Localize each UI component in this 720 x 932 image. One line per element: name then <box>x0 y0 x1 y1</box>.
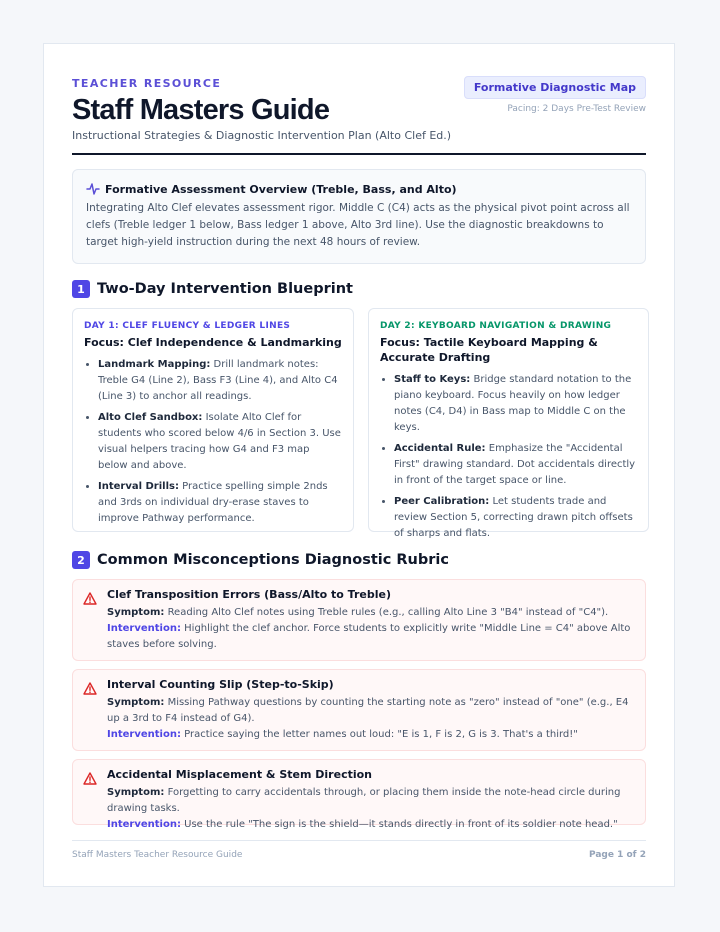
warning-icon <box>83 592 97 605</box>
misconception-intervention: Intervention: Highlight the clef anchor. Force students to explicitly write "Middle Line = C4" above Alto staves before solving. <box>107 623 631 650</box>
overview-callout <box>72 169 646 264</box>
day-2-card <box>368 308 649 539</box>
misconception-title: Accidental Misplacement & Stem Direction <box>107 768 373 781</box>
misconception-intervention: Intervention: Practice saying the letter names out loud: "E is 1, F is 2, G is 3. That's a third!" <box>107 729 578 740</box>
header-divider <box>72 153 646 155</box>
document-page <box>43 43 675 887</box>
pacing-note: Pacing: 2 Days Pre-Test Review <box>507 104 646 114</box>
misconception-card <box>72 579 646 661</box>
day-1-focus: Focus: Clef Independence & Landmarking <box>84 336 342 349</box>
page-subtitle: Instructional Strategies & Diagnostic Intervention Plan (Alto Clef Ed.) <box>72 129 452 142</box>
section-1-title: Two-Day Intervention Blueprint <box>97 281 353 297</box>
page-number: Page 1 of 2 <box>589 850 646 860</box>
list-item: • Interval Drills: Practice spelling simple 2nds and 3rds on individual dry-erase staves to improve Pathway performance. <box>98 479 342 527</box>
section-1-number: 1 <box>72 280 90 298</box>
misconception-title: Interval Counting Slip (Step-to-Skip) <box>107 678 334 691</box>
section-2-number: 2 <box>72 551 90 569</box>
list-item: • Staff to Keys: Bridge standard notation to the piano keyboard. Focus heavily on how ledger notes (C4, D4) in Bass map to Middle C on the keys. <box>394 372 637 436</box>
misconception-symptom: Symptom: Reading Alto Clef notes using Treble rules (e.g., calling Alto Line 3 "B4" instead of "C4"). <box>107 607 609 618</box>
footer-title: Staff Masters Teacher Resource Guide <box>72 850 243 860</box>
day-1-kicker: DAY 1: CLEF FLUENCY & LEDGER LINES <box>84 321 291 331</box>
day-1-list <box>84 357 342 527</box>
warning-icon <box>83 772 97 785</box>
misconception-card <box>72 759 646 830</box>
misconception-title: Clef Transposition Errors (Bass/Alto to Treble) <box>107 588 391 601</box>
header-kicker: TEACHER RESOURCE <box>72 77 222 90</box>
section-2-title: Common Misconceptions Diagnostic Rubric <box>97 552 449 568</box>
page-title: Staff Masters Guide <box>72 94 330 126</box>
day-2-kicker: DAY 2: KEYBOARD NAVIGATION & DRAWING <box>380 321 612 331</box>
misconception-intervention: Intervention: Use the rule "The sign is the shield—it stands directly in front of its soldier note head." <box>107 819 618 830</box>
overview-body: Integrating Alto Clef elevates assessment rigor. Middle C (C4) acts as the physical pivot point across all clefs (Treble ledger 1 below, Bass ledger 1 above, Alto 3rd line). Use the diagnostic breakdowns to target high-yield instruction during the next 48 hours of review. <box>86 202 630 248</box>
list-item: • Peer Calibration: Let students trade and review Section 5, correcting drawn pitch offsets of sharps and flats. <box>394 494 637 542</box>
activity-icon <box>86 182 100 196</box>
misconception-card <box>72 669 646 751</box>
section-1-heading <box>72 280 353 298</box>
section-2-heading <box>72 551 449 569</box>
day-1-card <box>72 308 354 532</box>
day-2-focus: Focus: Tactile Keyboard Mapping & Accurate Drafting <box>380 336 598 364</box>
warning-icon <box>83 682 97 695</box>
footer-divider <box>72 840 646 841</box>
day-2-list <box>380 372 637 542</box>
misconception-symptom: Symptom: Forgetting to carry accidentals through, or placing them inside the note-head circle during drawing tasks. <box>107 787 621 814</box>
list-item: • Alto Clef Sandbox: Isolate Alto Clef for students who scored below 4/6 in Section 3. Use visual helpers tracing how G4 and F3 map below and above. <box>98 410 342 474</box>
diagnostic-badge: Formative Diagnostic Map <box>464 76 646 99</box>
misconception-symptom: Symptom: Missing Pathway questions by counting the starting note as "zero" instead of "one" (e.g., E4 up a 3rd to F4 instead of G4). <box>107 697 629 724</box>
list-item: • Accidental Rule: Emphasize the "Accidental First" drawing standard. Dot accidentals directly in front of the target space or line. <box>394 441 637 489</box>
overview-heading: Formative Assessment Overview (Treble, Bass, and Alto) <box>105 182 457 196</box>
list-item: • Landmark Mapping: Drill landmark notes: Treble G4 (Line 2), Bass F3 (Line 4), and Alto C4 (Line 3) to anchor all readings. <box>98 357 342 405</box>
